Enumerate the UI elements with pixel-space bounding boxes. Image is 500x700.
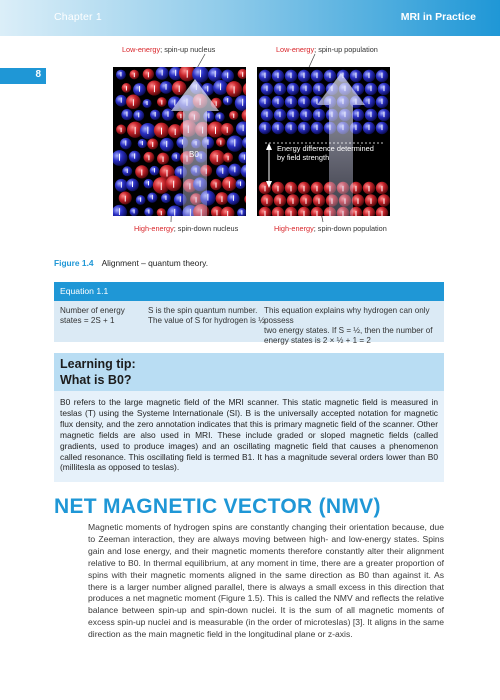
- label-low-energy-population: Low-energy; spin-up population: [276, 45, 378, 54]
- equation-title: Equation 1.1: [60, 286, 109, 296]
- page-number: 8: [35, 69, 41, 80]
- chapter-label: Chapter 1: [54, 11, 102, 23]
- learning-tip-text: B0 refers to the large magnetic field of the MRI scanner. This static magnetic field is measured in teslas (T) using the Systeme Internationale (SI). B is the universally accepted notation for magnetic flux density, and the zero annotation indicates that this is primary magnetic field of the scanner. Other magnetic fields are also used in MRI. These include graded or sloped magnetic fields (called gradients, used to produce images) and an oscillating magnetic field that causes a phenomenon called resonance. This oscillating field is termed B1. It has a magnitude several orders lower than B0 (millitesla as opposed to teslas).: [60, 397, 438, 473]
- learning-tip-body: [54, 391, 444, 482]
- book-title: MRI in Practice: [400, 11, 476, 23]
- b0-label: B0: [189, 150, 199, 159]
- label-low-energy-nucleus: Low-energy; spin-up nucleus: [122, 45, 216, 54]
- body-paragraph: Magnetic moments of hydrogen spins are constantly changing their orientation because, due to Zeeman interaction, they are always moving between high- and low-energy states. Spins gain and lose energy, and their magnetic moments therefore constantly alter their alignment relative to B0. In thermal equilibrium, at any moment in time, there are a greater proportion of spins with their magnetic moments aligned in the same direction as B0 than against it. As there is a larger number aligned parallel, there is always a small excess in this direction that produces a net magnetic moment (Figure 1.5). This is called the NMV and reflects the relative balance between spin-up and spin-down nuclei. It is the sum of all magnetic moments of excess spin-up nuclei and is measurable (in the order of microteslas) [3]. It aligns in the same direction as the main magnetic field in the longitudinal plane or z-axis.: [88, 522, 444, 640]
- figure-panel-nuclei: [113, 67, 246, 216]
- svg-text:Energy difference determined: Energy difference determined: [277, 144, 374, 153]
- equation-header: [54, 282, 444, 301]
- learning-tip-title: Learning tip:: [60, 357, 136, 371]
- label-high-energy-population: High-energy; spin-down population: [274, 224, 387, 233]
- figure-panel-populations: [257, 67, 390, 216]
- equation-col-3: This equation explains why hydrogen can only possess two energy states. If S = ½, then the number of energy states is 2 × ½ + 1 = 2: [264, 306, 433, 345]
- section-heading: NET MAGNETIC VECTOR (NMV): [54, 495, 381, 518]
- label-high-energy-nucleus: High-energy; spin-down nucleus: [134, 224, 239, 233]
- equation-col-1: Number of energy states = 2S + 1: [60, 306, 125, 325]
- learning-tip-header: [54, 353, 444, 391]
- svg-text:by field strength: by field strength: [277, 153, 330, 162]
- learning-tip-question: What is B0?: [60, 373, 132, 387]
- equation-body: [54, 301, 444, 345]
- figure-caption: Figure 1.4 Alignment – quantum theory.: [54, 258, 209, 268]
- equation-col-2: S is the spin quantum number. The value of S for hydrogen is ½: [148, 306, 265, 325]
